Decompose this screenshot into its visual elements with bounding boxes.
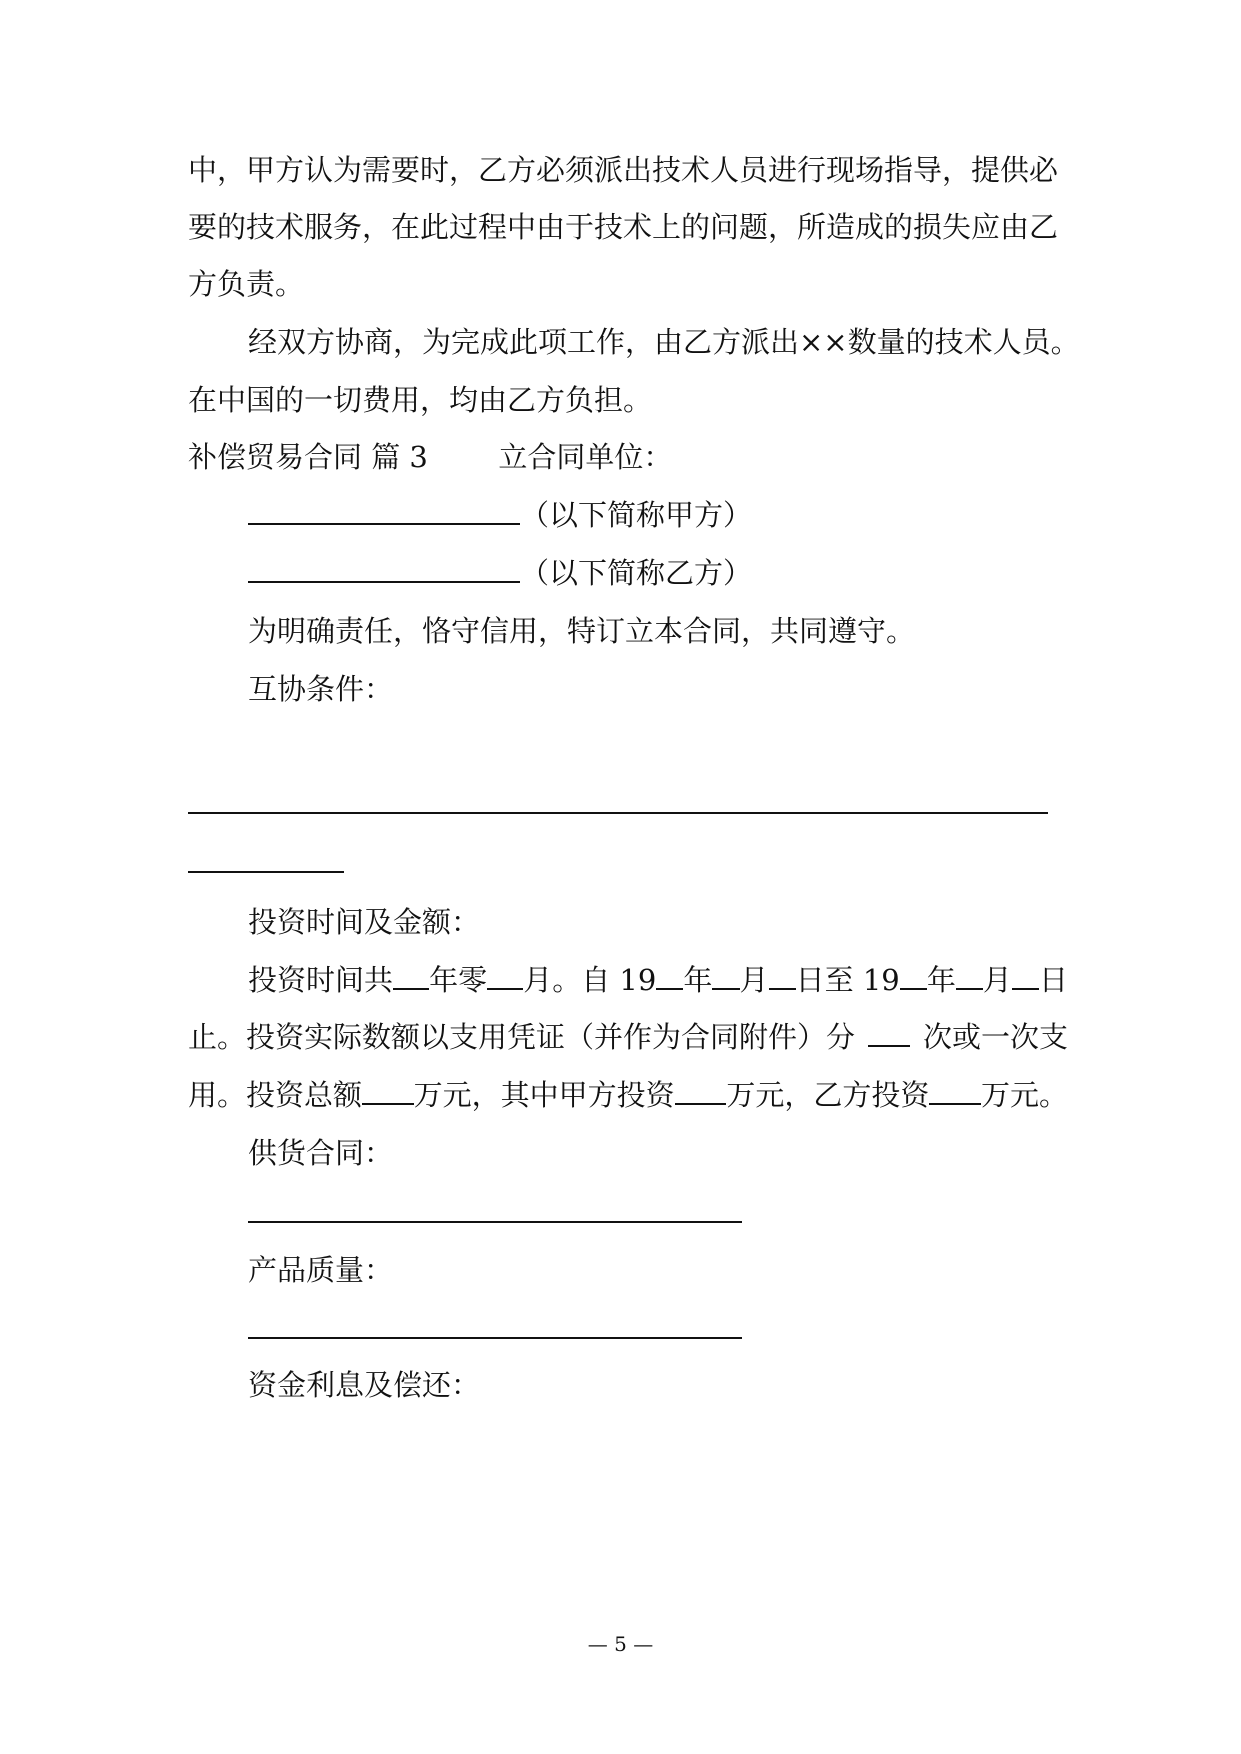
party-b-suffix: （以下简称乙方） — [520, 556, 753, 590]
paragraph-line: 要的技术服务，在此过程中由于技术上的问题，所造成的损失应由乙 — [188, 210, 1059, 244]
text-segment: 投资时间共 — [248, 963, 394, 997]
party-a-blank — [248, 495, 520, 525]
blank — [393, 960, 429, 990]
blank — [487, 960, 523, 990]
blank — [675, 1075, 727, 1105]
text-segment: 年零 — [429, 963, 488, 997]
text-segment: 年 — [926, 963, 956, 997]
investment-line-1 — [248, 960, 1068, 1000]
blank — [769, 960, 796, 990]
text-segment: 日 — [1039, 963, 1069, 997]
quality-label: 产品质量： — [248, 1253, 394, 1287]
blank — [868, 1017, 910, 1047]
paragraph-line: 中，甲方认为需要时，乙方必须派出技术人员进行现场指导，提供必 — [188, 153, 1059, 187]
text-segment: 月 — [739, 963, 769, 997]
party-a-line — [248, 495, 1128, 535]
heading-parties-label: 立合同单位： — [498, 440, 673, 474]
paragraph-line: 经双方协商，为完成此项工作，由乙方派出××数量的技术人员。 — [248, 325, 1080, 359]
investment-title: 投资时间及金额： — [248, 905, 481, 939]
blank — [656, 960, 683, 990]
blank — [712, 960, 739, 990]
investment-line-3 — [188, 1075, 1068, 1115]
paragraph-line: 方负责。 — [188, 267, 305, 301]
text-segment: 日至 19 — [795, 963, 900, 997]
text-segment: 万元，其中甲方投资 — [413, 1078, 675, 1112]
blank — [929, 1075, 981, 1105]
text-segment: 用。投资总额 — [188, 1078, 363, 1112]
fill-in-rule — [188, 871, 344, 873]
text-segment: 月 — [982, 963, 1012, 997]
text-segment: 次或一次支 — [922, 1020, 1068, 1054]
investment-line-2 — [188, 1017, 1068, 1057]
blank — [900, 960, 927, 990]
blank — [362, 1075, 414, 1105]
fill-in-rule — [248, 1337, 742, 1339]
supply-label: 供货合同： — [248, 1136, 394, 1170]
cooperation-label: 互协条件： — [248, 672, 394, 706]
party-b-blank — [248, 553, 520, 583]
funds-label: 资金利息及偿还： — [248, 1368, 481, 1402]
purpose-line: 为明确责任，恪守信用，特订立本合同，共同遵守。 — [248, 614, 916, 648]
fill-in-rule — [248, 1221, 742, 1223]
fill-in-rule — [188, 812, 1048, 814]
text-segment: 月。自 19 — [523, 963, 657, 997]
heading-title: 补偿贸易合同 篇 3 — [188, 440, 428, 474]
blank — [956, 960, 983, 990]
section-heading — [188, 437, 1068, 477]
blank — [1012, 960, 1039, 990]
page-number: — 5 — — [587, 1632, 654, 1656]
text-segment: 万元。 — [980, 1078, 1068, 1112]
party-b-line — [248, 553, 1128, 593]
paragraph-line: 在中国的一切费用，均由乙方负担。 — [188, 383, 653, 417]
text-segment: 止。投资实际数额以支用凭证（并作为合同附件）分 — [188, 1020, 856, 1054]
text-segment: 万元，乙方投资 — [726, 1078, 930, 1112]
text-segment: 年 — [683, 963, 713, 997]
party-a-suffix: （以下简称甲方） — [520, 498, 753, 532]
